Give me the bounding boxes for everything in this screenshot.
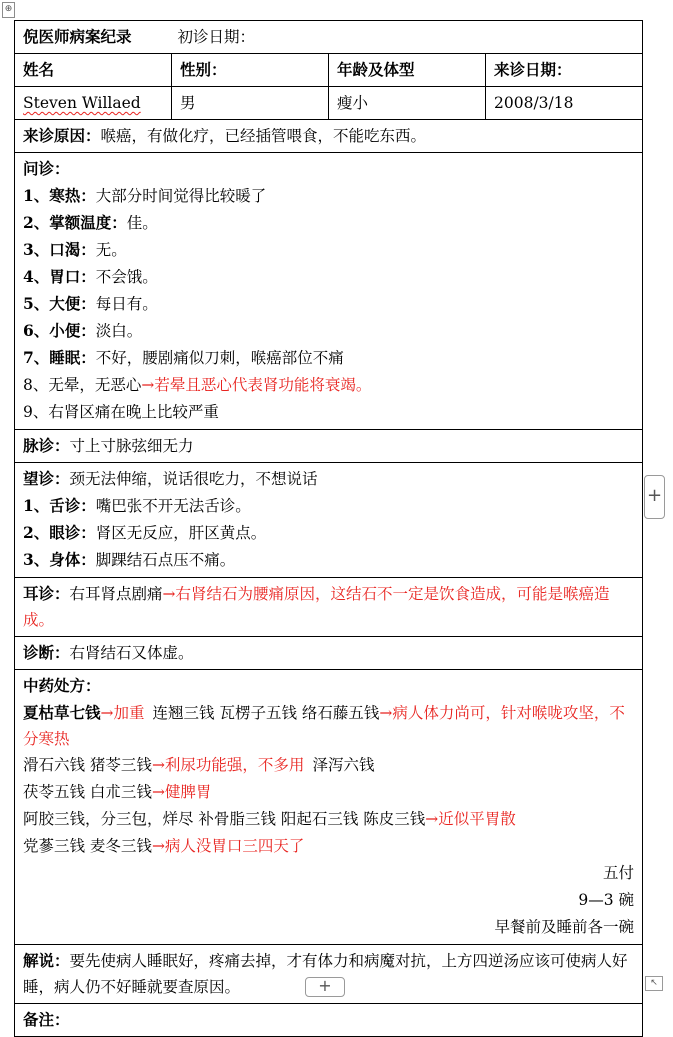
age-build-label: 年龄及体型 xyxy=(329,54,486,87)
prescription-section xyxy=(15,670,643,945)
inquiry-item: 5、大便：每日有。 xyxy=(23,294,158,313)
inquiry-section xyxy=(15,153,643,430)
prescription-line: 夏枯草七钱→加重 连翘三钱 瓦楞子五钱 络石藤五钱→病人体力尚可，针对喉咙攻坚，不分寒热 xyxy=(23,703,625,748)
explanation-label: 解说： xyxy=(23,951,70,970)
add-column-button[interactable]: + xyxy=(644,475,665,519)
pulse-text: 寸上寸脉弦细无力 xyxy=(69,437,194,455)
visit-reason-text: 喉癌，有做化疗，已经插管喂食，不能吃东西。 xyxy=(100,127,427,145)
prescription-line: 阿胶三钱，分三包，烊尽 补骨脂三钱 阳起石三钱 陈皮三钱→近似平胃散 xyxy=(23,810,516,828)
explanation-text: 要先使病人睡眠好，疼痛去掉，才有体力和病魔对抗，上方四逆汤应该可使病人好睡，病人仍不好睡就要查原因。 xyxy=(23,952,628,996)
observation-item: 2、眼诊：肾区无反应，肝区黄点。 xyxy=(23,523,267,542)
inquiry-item: 1、寒热：大部分时间觉得比较暖了 xyxy=(23,186,267,205)
inquiry-label: 问诊： xyxy=(23,159,70,178)
diagnosis-label: 诊断： xyxy=(23,643,70,662)
table-move-handle[interactable]: ⊕ xyxy=(2,2,15,18)
ear-label: 耳诊： xyxy=(23,584,70,603)
inquiry-item: 7、睡眠：不好，腰剧痛似刀刺，喉癌部位不痛 xyxy=(23,348,344,367)
table-resize-handle[interactable]: ↖ xyxy=(645,976,663,991)
prescription-label: 中药处方： xyxy=(23,676,101,695)
ear-text: 右耳肾点剧痛 xyxy=(69,585,163,603)
prescription-line: 滑石六钱 猪苓三钱→利尿功能强，不多用 泽泻六钱 xyxy=(23,756,375,774)
patient-name: Steven Willaed xyxy=(23,94,141,112)
observation-summary: 望诊：颈无法伸缩，说话很吃力，不想说话 xyxy=(23,469,318,488)
inquiry-item: 3、口渴：无。 xyxy=(23,240,127,259)
dose-count: 五付 xyxy=(603,864,635,882)
age-build-value: 瘦小 xyxy=(329,87,486,120)
inquiry-item: 2、掌额温度：佳。 xyxy=(23,213,158,232)
ear-note: →右肾结石为腰痛原因，这结石不一定是饮食造成，可能是喉癌造成。 xyxy=(23,585,610,629)
record-title: 倪医师病案纪录 xyxy=(23,27,132,46)
inquiry-item: 6、小便：淡白。 xyxy=(23,321,143,340)
medical-record-table xyxy=(14,20,643,1037)
diagnosis-text: 右肾结石又体虚。 xyxy=(69,644,194,662)
annotation-note: →若晕且恶心代表肾功能将衰竭。 xyxy=(141,376,372,394)
remarks-section xyxy=(15,1004,643,1037)
remarks-label: 备注： xyxy=(23,1010,70,1029)
gender-value: 男 xyxy=(172,87,329,120)
record-title-cell xyxy=(15,21,643,54)
water-bowls: 9—3 碗 xyxy=(578,891,635,909)
diagnosis-section xyxy=(15,637,643,670)
name-label: 姓名 xyxy=(15,54,172,87)
visit-reason-label: 来诊原因： xyxy=(23,126,101,145)
dosing-time: 早餐前及睡前各一碗 xyxy=(494,918,635,936)
pulse-label: 脉诊： xyxy=(23,436,70,455)
pulse-section xyxy=(15,430,643,463)
name-value-cell xyxy=(15,87,172,120)
observation-section xyxy=(15,463,643,578)
visit-reason-cell xyxy=(15,120,643,153)
inquiry-item-9: 9、右肾区痛在晚上比较严重 xyxy=(23,403,219,421)
first-visit-date-label: 初诊日期： xyxy=(177,28,256,46)
add-row-button[interactable]: + xyxy=(305,977,345,997)
gender-label: 性别： xyxy=(172,54,329,87)
prescription-line: 党蔘三钱 麦冬三钱→病人没胃口三四天了 xyxy=(23,837,305,855)
ear-diagnosis-section xyxy=(15,578,643,637)
inquiry-item: 4、胃口：不会饿。 xyxy=(23,267,158,286)
observation-item: 1、舌诊：嘴巴张不开无法舌诊。 xyxy=(23,496,251,515)
inquiry-item-8: 8、无晕，无恶心→若晕且恶心代表肾功能将衰竭。 xyxy=(23,376,372,394)
observation-item: 3、身体：脚踝结石点压不痛。 xyxy=(23,550,236,569)
prescription-line: 茯苓五钱 白朮三钱→健脾胃 xyxy=(23,783,212,801)
visit-date-value: 2008/3/18 xyxy=(486,87,643,120)
visit-date-label: 来诊日期： xyxy=(486,54,643,87)
